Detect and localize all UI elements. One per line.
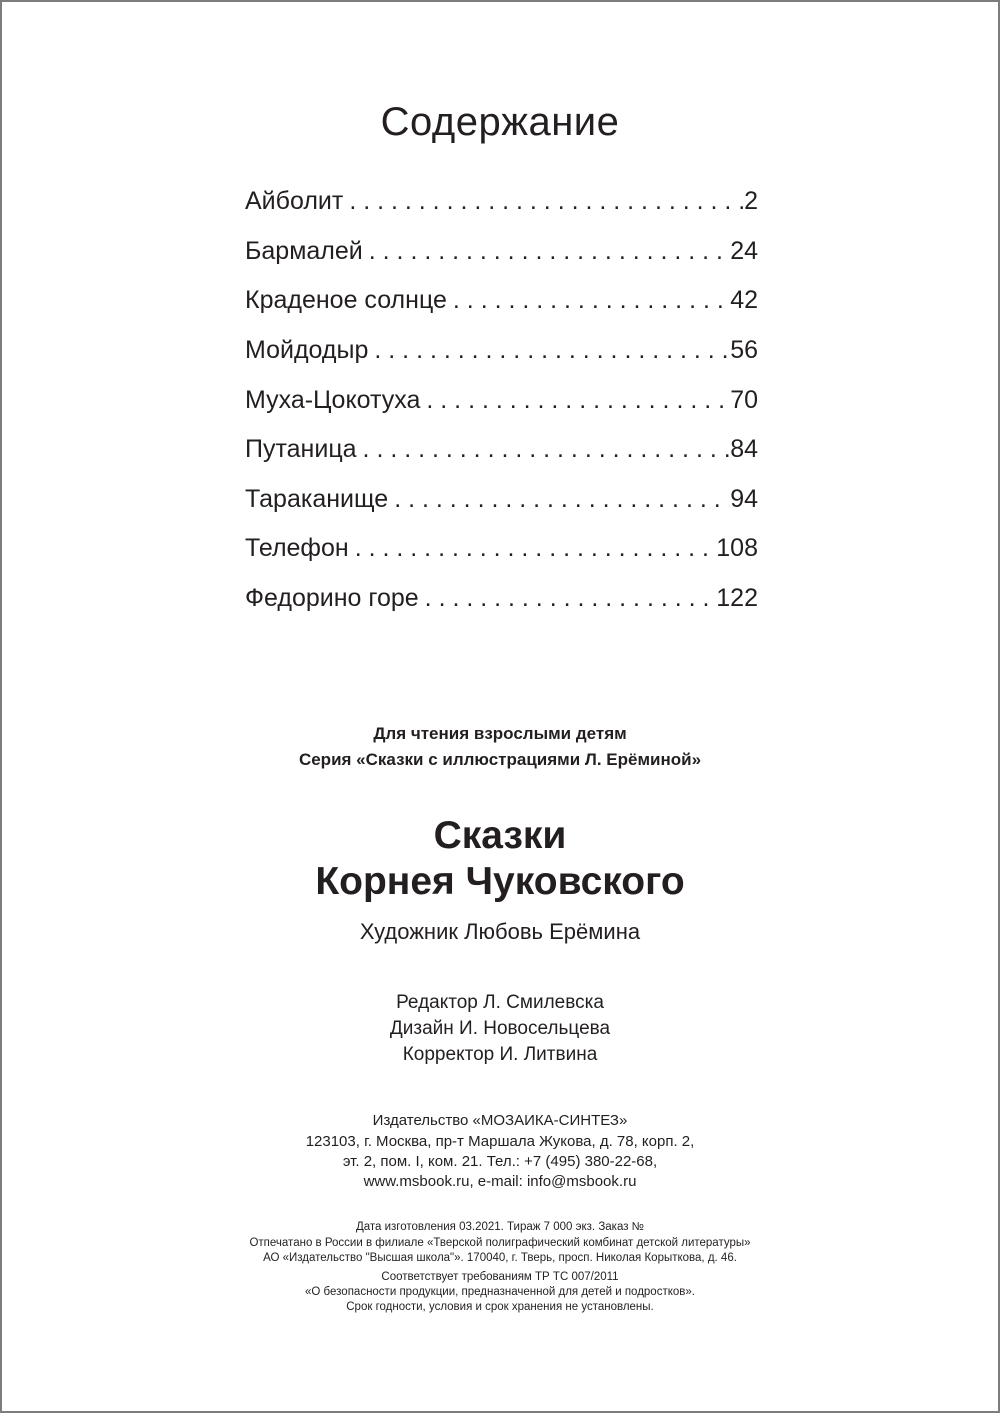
toc-leader-dots bbox=[419, 584, 717, 613]
toc-entry-title: Муха-Цокотуха bbox=[245, 385, 421, 414]
toc-entry-page: 108 bbox=[716, 534, 758, 563]
imprint-standard: Соответствует требованиям ТР ТС 007/2011 bbox=[381, 1271, 619, 1283]
toc-entry bbox=[245, 227, 758, 277]
toc-entry-page: 94 bbox=[730, 484, 758, 513]
toc-leader-dots bbox=[363, 237, 730, 266]
imprint-shelf-life: Срок годности, условия и срок хранения не установлены. bbox=[346, 1301, 654, 1313]
toc-entry bbox=[245, 177, 758, 227]
book-title-line1: Сказки bbox=[433, 814, 567, 857]
imprint-printer-address: АО «Издательство "Высшая школа"». 170040, г. Тверь, просп. Николая Корыткова, д. 46. bbox=[263, 1252, 737, 1264]
corrector-credit: Корректор И. Литвина bbox=[402, 1044, 598, 1065]
toc-entry-title: Федорино горе bbox=[245, 584, 419, 613]
toc-entry-page: 2 bbox=[744, 187, 758, 216]
toc-title: Содержание bbox=[380, 100, 620, 144]
publisher-contacts: www.msbook.ru, e-mail: info@msbook.ru bbox=[363, 1173, 637, 1190]
editor-credit: Редактор Л. Смилевска bbox=[396, 992, 604, 1013]
toc-entry-page: 70 bbox=[730, 385, 758, 414]
audience-note: Для чтения взрослыми детям bbox=[373, 724, 627, 743]
design-credit: Дизайн И. Новосельцева bbox=[389, 1018, 611, 1039]
toc-entry-title: Мойдодыр bbox=[245, 336, 369, 365]
toc-leader-dots bbox=[447, 286, 730, 315]
artist-credit: Художник Любовь Ерёмина bbox=[359, 919, 641, 944]
publisher-address-phone: эт. 2, пом. I, ком. 21. Тел.: +7 (495) 380-22-68, bbox=[342, 1153, 658, 1170]
toc-leader-dots bbox=[349, 534, 717, 563]
table-of-contents bbox=[245, 177, 758, 623]
toc-entry-title: Путаница bbox=[245, 435, 357, 464]
book-title-line2: Корнея Чуковского bbox=[315, 860, 685, 903]
toc-leader-dots bbox=[420, 386, 730, 415]
toc-entry-title: Айболит bbox=[245, 187, 344, 216]
toc-entry bbox=[245, 425, 758, 475]
toc-entry-title: Краденое солнце bbox=[245, 286, 447, 315]
toc-entry bbox=[245, 326, 758, 376]
toc-entry-page: 56 bbox=[730, 336, 758, 365]
toc-entry bbox=[245, 475, 758, 525]
toc-entry-page: 122 bbox=[716, 584, 758, 613]
toc-leader-dots bbox=[368, 336, 730, 365]
toc-entry-page: 42 bbox=[730, 286, 758, 315]
toc-leader-dots bbox=[357, 435, 731, 464]
imprint-date: Дата изготовления 03.2021. Тираж 7 000 экз. Заказ № bbox=[355, 1221, 645, 1233]
toc-entry bbox=[245, 276, 758, 326]
publisher-name: Издательство «МОЗАИКА-СИНТЕЗ» bbox=[372, 1112, 628, 1129]
toc-entry-page: 24 bbox=[730, 236, 758, 265]
toc-leader-dots bbox=[343, 187, 744, 216]
toc-entry bbox=[245, 524, 758, 574]
toc-entry bbox=[245, 574, 758, 624]
toc-entry-page: 84 bbox=[730, 435, 758, 464]
publisher-address: 123103, г. Москва, пр-т Маршала Жукова, д. 78, корп. 2, bbox=[305, 1133, 695, 1150]
toc-leader-dots bbox=[388, 485, 730, 514]
toc-entry bbox=[245, 375, 758, 425]
toc-entry-title: Бармалей bbox=[245, 236, 363, 265]
toc-entry-title: Телефон bbox=[245, 534, 349, 563]
imprint-printer: Отпечатано в России в филиале «Тверской полиграфический комбинат детской литературы» bbox=[249, 1237, 751, 1249]
imprint-standard-title: «О безопасности продукции, предназначенной для детей и подростков». bbox=[305, 1286, 695, 1298]
toc-entry-title: Тараканище bbox=[245, 484, 389, 513]
series-name: Серия «Сказки с иллюстрациями Л. Ерёминой» bbox=[298, 750, 702, 769]
